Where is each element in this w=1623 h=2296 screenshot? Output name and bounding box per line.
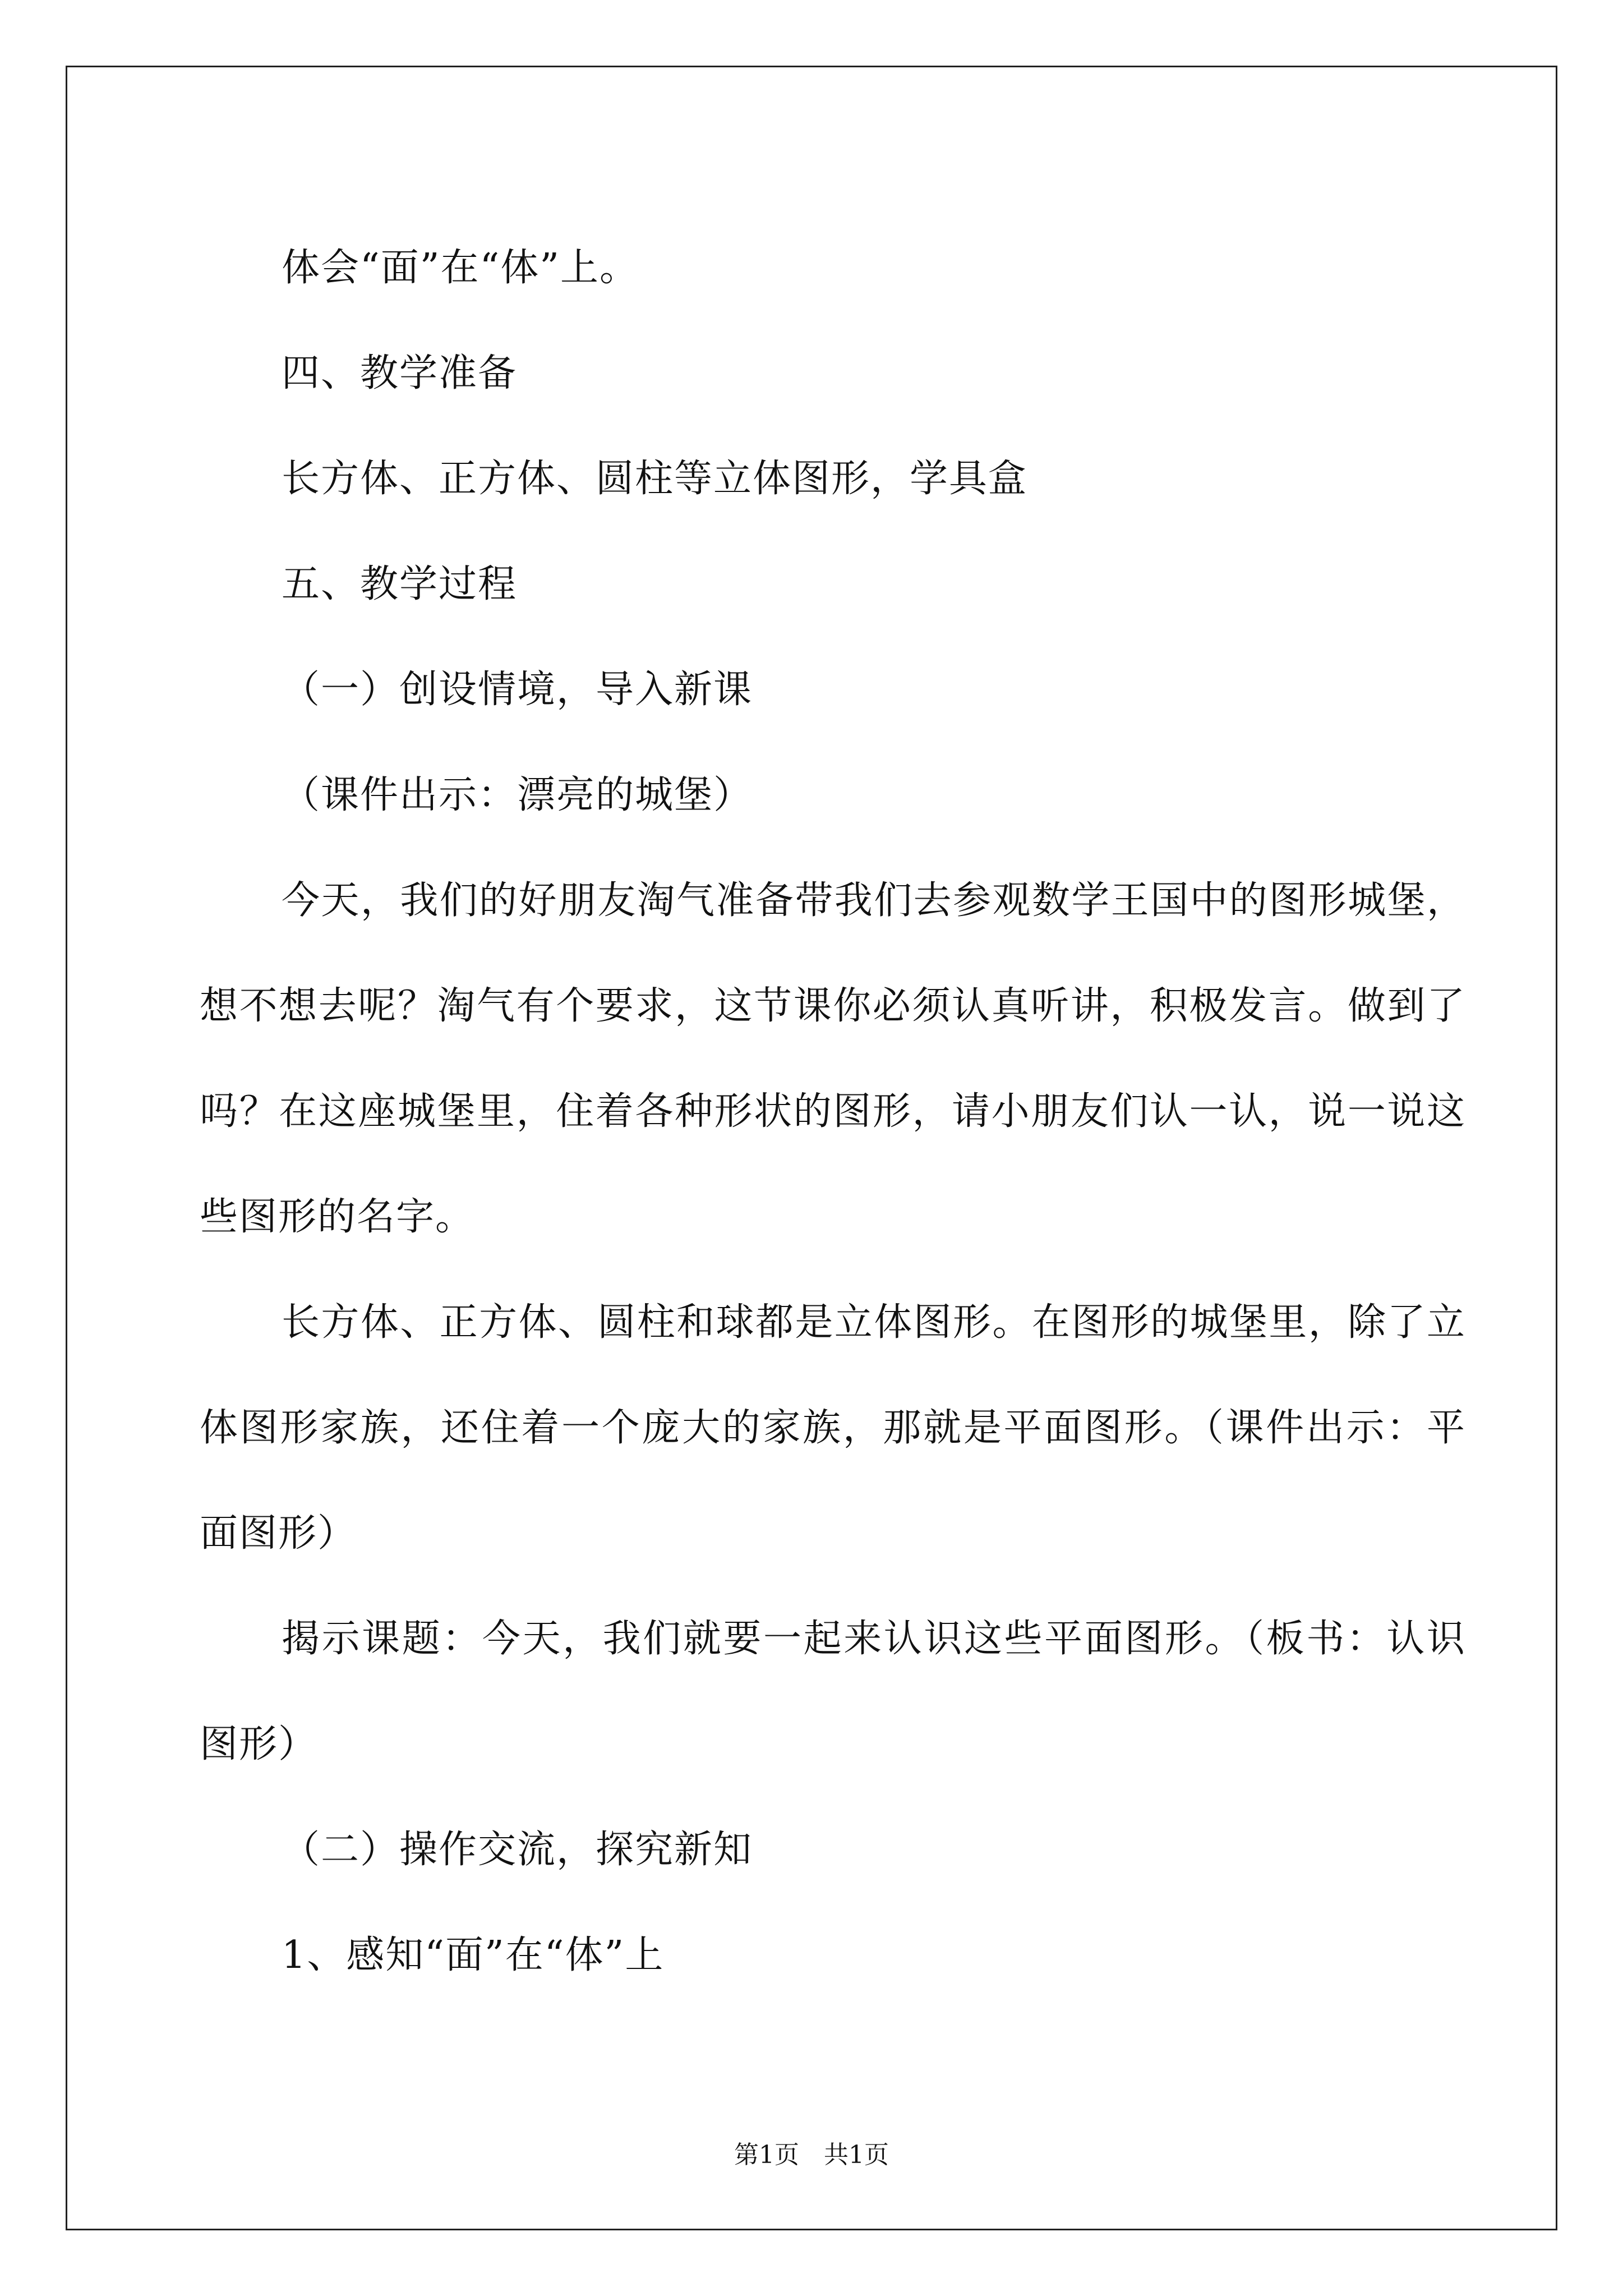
paragraph: 1、感知“面”在“体”上: [282, 1933, 665, 1977]
paragraph: 长方体、正方体、圆柱等立体图形，学具盒: [282, 457, 1028, 501]
section-heading: 四、教学准备: [282, 351, 518, 395]
section-heading: 五、教学过程: [282, 562, 518, 606]
document-body: [200, 215, 1466, 2008]
paragraph: （课件出示：漂亮的城堡）: [282, 773, 753, 817]
subsection-heading: （二）操作交流，探究新知: [282, 1828, 753, 1872]
paragraph: 体会“面”在“体”上。: [282, 246, 639, 290]
subsection-heading: （一）创设情境，导入新课: [282, 668, 753, 712]
paragraph: 今天，我们的好朋友淘气准备带我们去参观数学王国中的图形城堡，想不想去呢？淘气有个要求，这节课你必须认真听讲，积极发言。做到了吗？在这座城堡里，住着各种形状的图形，请小朋友们认一认，说一说这些图形的名字。: [200, 878, 1466, 1239]
paragraph: 揭示课题：今天，我们就要一起来认识这些平面图形。（板书：认识图形）: [200, 1617, 1466, 1766]
paragraph: 长方体、正方体、圆柱和球都是立体图形。在图形的城堡里，除了立体图形家族，还住着一个庞大的家族，那就是平面图形。（课件出示：平面图形）: [200, 1300, 1466, 1556]
page-number-footer: 第1页 共1页: [734, 2141, 889, 2169]
